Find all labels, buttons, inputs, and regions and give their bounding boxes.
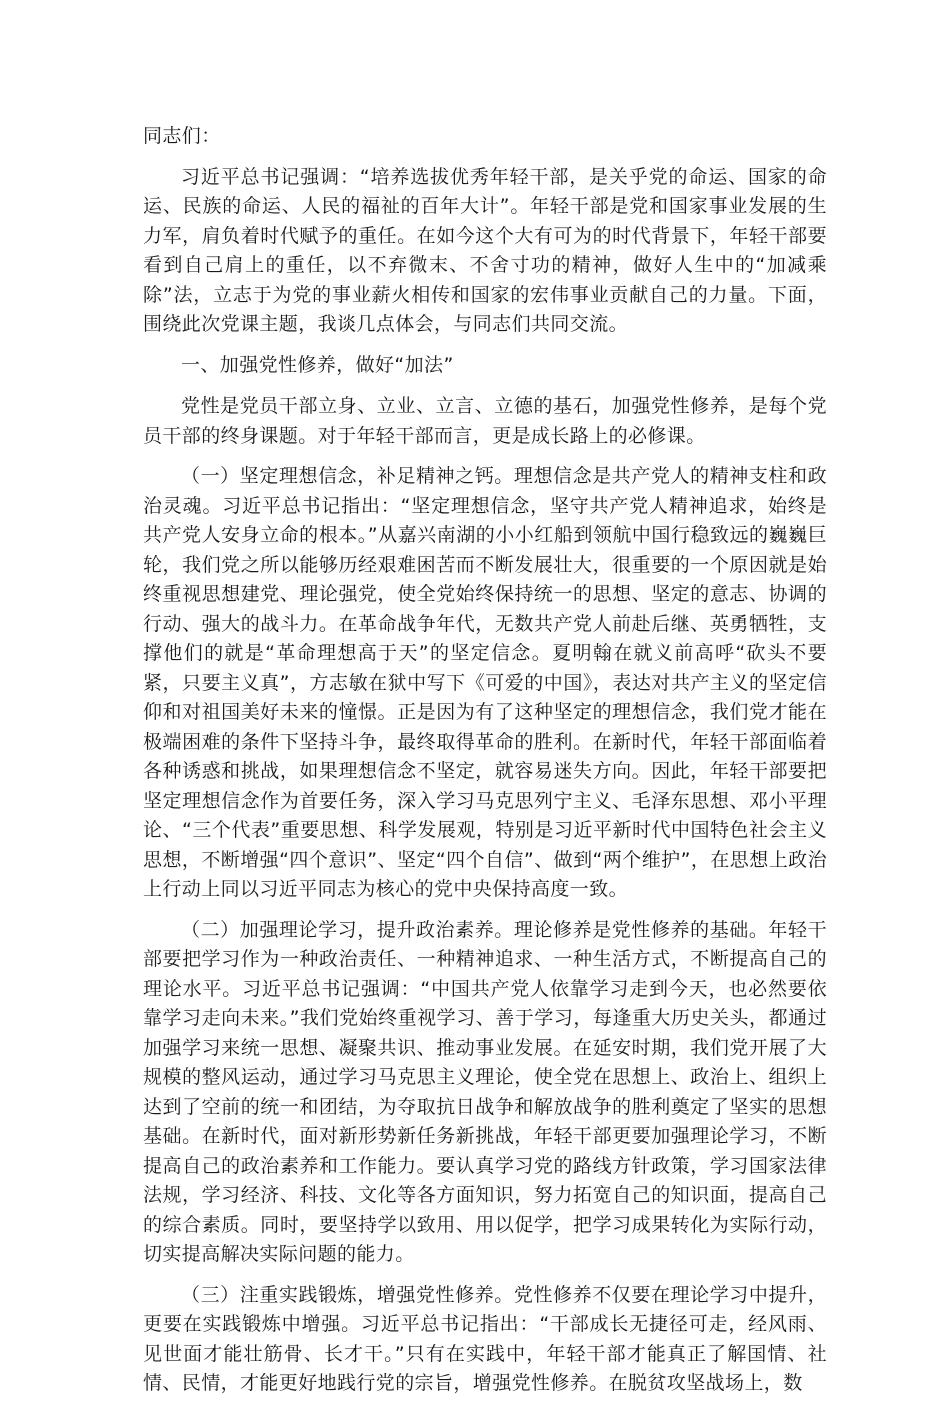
greeting: 同志们： — [143, 125, 221, 147]
paragraph-ideals: （一）坚定理想信念，补足精神之钙。理想信念是共产党人的精神支柱和政治灵魂。习近平总书记指出：“坚定理想信念，坚守共产党人精神追求，始终是共产党人安身立命的根本。”从嘉兴南湖的小小红船到领航中国行稳致远的巍巍巨轮，我们党之所以能够历经艰难困苦而不断发展壮大，很重要的一个原因就是始终重视思想建党、理论强党，使全党始终保持统一的思想、坚定的意志、协调的行动、强大的战斗力。在革命战争年代，无数共产党人前赴后继、英勇牺牲，支撑他们的就是“革命理想高于天”的坚定信念。夏明翰在就义前高呼“砍头不要紧，只要主义真”，方志敏在狱中写下《可爱的中国》，表达对共产主义的坚定信仰和对祖国美好未来的憧憬。正是因为有了这种坚定的理想信念，我们党才能在极端困难的条件下坚持斗争，最终取得革命的胜利。在新时代，年轻干部面临着各种诱惑和挑战，如果理想信念不坚定，就容易迷失方向。因此，年轻干部要把坚定理想信念作为首要任务，深入学习马克思列宁主义、毛泽东思想、邓小平理论、“三个代表”重要思想、科学发展观，特别是习近平新时代中国特色社会主义思想，不断增强“四个意识”、坚定“四个自信”、做到“两个维护”，在思想上政治上行动上同以习近平同志为核心的党中央保持高度一致。 — [143, 465, 827, 900]
document-page — [143, 122, 827, 1410]
intro-paragraph: 习近平总书记强调：“培养选拔优秀年轻干部，是关乎党的命运、国家的命运、民族的命运、人民的福祉的百年大计”。年轻干部是党和国家事业发展的生力军，肩负着时代赋予的重任。在如今这个大有可为的时代背景下，年轻干部要看到自己肩上的重任，以不弃微末、不舍寸功的精神，做好人生中的“加减乘除”法，立志于为党的事业薪火相传和国家的宏伟事业贡献自己的力量。下面，围绕此次党课主题，我谈几点体会，与同志们共同交流。 — [143, 165, 827, 335]
paragraph-party-spirit: 党性是党员干部立身、立业、立言、立德的基石，加强党性修养，是每个党员干部的终身课题。对于年轻干部而言，更是成长路上的必修课。 — [143, 395, 827, 447]
section-heading: 一、加强党性修养，做好“加法” — [181, 353, 454, 376]
paragraph-theory-study: （二）加强理论学习，提升政治素养。理论修养是党性修养的基础。年轻干部要把学习作为一种政治责任、一种精神追求、一种生活方式，不断提高自己的理论水平。习近平总书记强调：“中国共产党人依靠学习走到今天，也必然要依靠学习走向未来。”我们党始终重视学习、善于学习，每逢重大历史关头，都通过加强学习来统一思想、凝聚共识、推动事业发展。在延安时期，我们党开展了大规模的整风运动，通过学习马克思主义理论，使全党在思想上、政治上、组织上达到了空前的统一和团结，为夺取抗日战争和解放战争的胜利奠定了坚实的思想基础。在新时代，面对新形势新任务新挑战，年轻干部更要加强理论学习，不断提高自己的政治素养和工作能力。要认真学习党的路线方针政策，学习国家法律法规，学习经济、科技、文化等各方面知识，努力拓宽自己的知识面，提高自己的综合素质。同时，要坚持学以致用、用以促学，把学习成果转化为实际行动，切实提高解决实际问题的能力。 — [143, 918, 827, 1265]
paragraph-practice: （三）注重实践锻炼，增强党性修养。党性修养不仅要在理论学习中提升，更要在实践锻炼中增强。习近平总书记指出：“干部成长无捷径可走，经风雨、见世面才能壮筋骨、长才干。”只有在实践中，年轻干部才能真正了解国情、社情、民情，才能更好地践行党的宗旨，增强党性修养。在脱贫攻坚战场上，数 — [143, 1283, 827, 1394]
